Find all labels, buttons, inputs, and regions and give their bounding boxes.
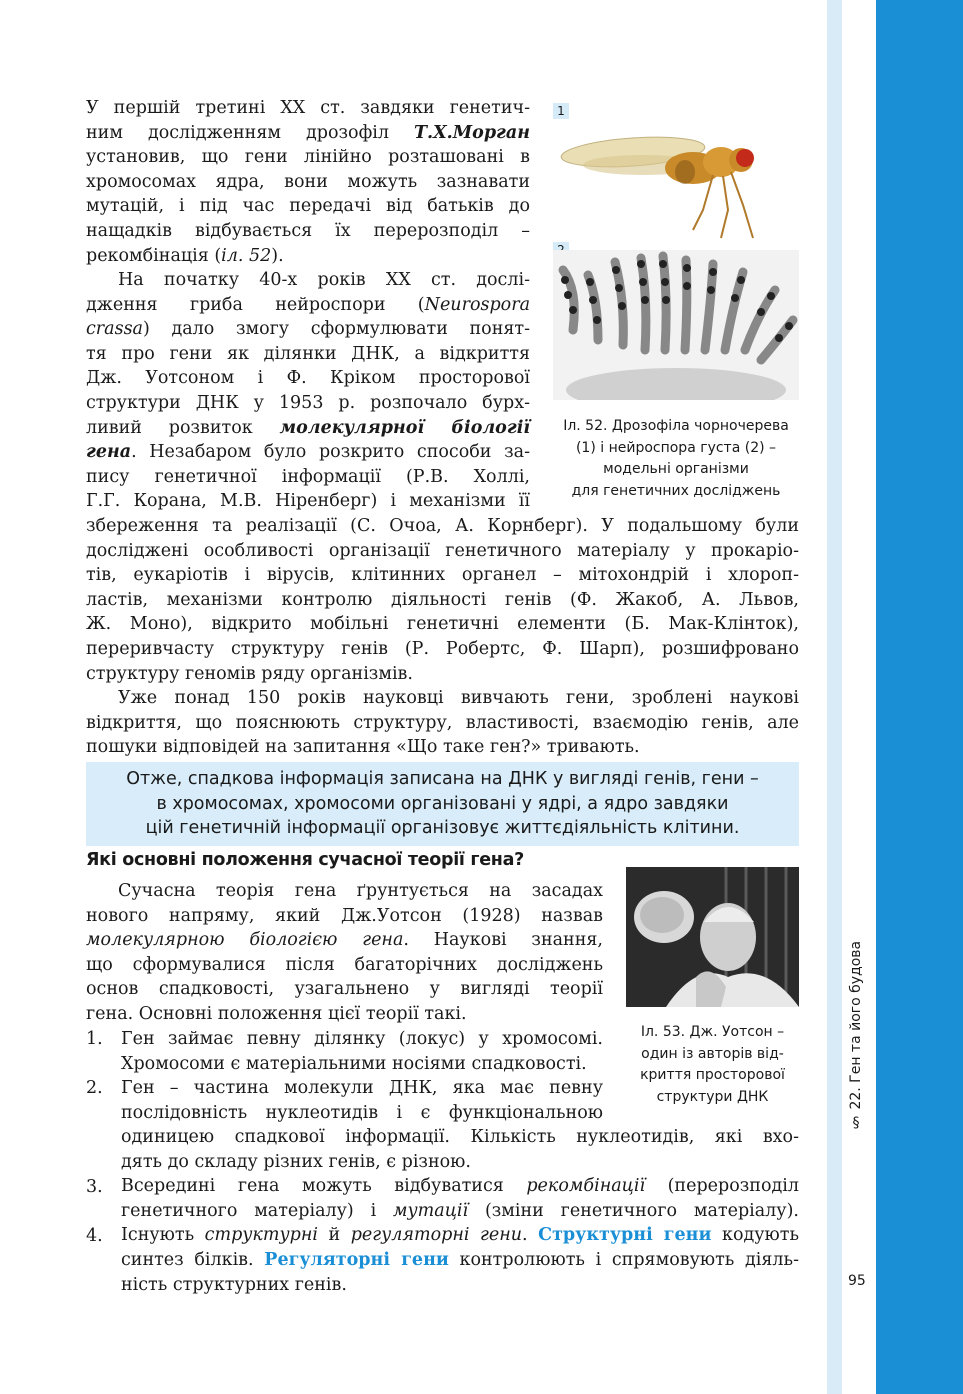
summary-line: цій генетичній інформації організовує життєдіяльність клітини.	[145, 818, 740, 838]
figure-52-caption	[553, 416, 799, 502]
neurospora-image	[553, 250, 799, 400]
text-line: установив, що гени лінійно розташовані в	[86, 147, 530, 168]
text-line: Ж. Моно), відкрито мобільні генетичні елементи (Б. Мак-Клінток),	[86, 614, 799, 635]
text-line: гена. Основні положення цієї теорії такі.	[86, 1003, 467, 1024]
text-line: гена. Незабаром було розкрито способи за-	[86, 442, 530, 463]
list-number: 4.	[86, 1226, 103, 1246]
text-line: що сформувалися після багаторічних досліджень	[86, 954, 603, 975]
text-line: рекомбінація (іл. 52).	[86, 245, 284, 266]
text-line: ливий розвиток молекулярної біології	[86, 417, 530, 438]
caption-line: структури ДНК	[656, 1088, 769, 1105]
text-line: структури ДНК у 1953 р. розпочало бурх-	[86, 392, 530, 413]
caption-line: (1) і нейроспора густа (2) –	[575, 439, 777, 456]
sidebar-stripe	[827, 0, 842, 1394]
text-line: нащадків відбувається їх перерозподіл –	[86, 220, 530, 241]
text-line: відкриття, що пояснюють структуру, властивості, взаємодію генів, але	[86, 712, 799, 733]
list-item: Існують структурні й регуляторні гени. Структурні гени кодують	[121, 1225, 799, 1246]
watson-photo	[626, 867, 799, 1007]
sidebar-white-column	[842, 0, 876, 1394]
caption-line: для генетичних досліджень	[571, 482, 781, 499]
section-heading: Які основні положення сучасної теорії гена?	[86, 850, 524, 870]
summary-box	[86, 762, 799, 846]
text-line: Сучасна теорія гена ґрунтується на засадах	[118, 881, 603, 901]
summary-line: Отже, спадкова інформація записана на ДНК у вигляді генів, гени –	[126, 769, 759, 789]
text-line: пошуки відповідей на запитання «Що таке ген?» тривають.	[86, 737, 640, 758]
text-line: тя про гени як ділянки ДНК, а відкриття	[86, 343, 530, 364]
paragraph-1	[86, 96, 530, 268]
figure-53-caption	[626, 1022, 799, 1108]
list-item: генетичного матеріалу) і мутації (зміни генетичного матеріалу).	[121, 1200, 799, 1221]
paragraph-4	[86, 879, 603, 1027]
caption-line: модельні організми	[603, 461, 749, 477]
text-line: ним дослідженням дрозофіл Т.Х.Морган	[86, 122, 530, 143]
text-line: хромосомах ядра, вони можуть зазнавати	[86, 171, 530, 192]
list-number: 1.	[86, 1029, 103, 1049]
text-line: переривчасту структуру генів (Р. Робертс, Ф. Шарп), розшифровано	[86, 638, 799, 659]
list-item: синтез білків. Регуляторні гени контролюють і спрямовують діяль-	[121, 1249, 799, 1270]
text-line: молекулярною біологією гена. Наукові знання,	[86, 930, 603, 951]
text-line: основ спадковості, узагальнено у вигляді теорії	[86, 979, 603, 1000]
list-item: ність структурних генів.	[121, 1274, 347, 1295]
paragraph-2	[86, 268, 530, 514]
list-item: Ген – частина молекули ДНК, яка має певну	[121, 1078, 603, 1099]
text-line: пису генетичної інформації (Р.В. Холлі,	[86, 466, 530, 487]
list-item: Хромосоми є матеріальними носіями спадковості.	[121, 1053, 587, 1074]
paragraph-3	[86, 686, 799, 760]
text-line: дження гриба нейроспори (Neurospora	[86, 294, 530, 315]
text-line: досліджені особливості організації генетичного матеріалу у прокаріо-	[86, 540, 799, 561]
text-line: Уже понад 150 років науковці вивчають гени, зроблені наукові	[118, 688, 799, 708]
list-item: Ген займає певну ділянку (локус) у хромосомі.	[121, 1029, 603, 1049]
caption-line: Іл. 53. Дж. Уотсон –	[640, 1024, 785, 1040]
text-line: мутацій, і під час передачі від батьків до	[86, 196, 530, 217]
text-line: тів, еукаріотів і вірусів, клітинних органел – мітохондрій і хлороп-	[86, 565, 799, 586]
page-number: 95	[848, 1273, 866, 1289]
list-item: Всередині гена можуть відбуватися рекомбінації (перерозподіл	[121, 1176, 799, 1197]
text-line: crassa) дало змогу сформулювати понят-	[86, 319, 530, 340]
text-line: структуру геномів ряду організмів.	[86, 663, 413, 684]
list-item: одиницею спадкової інформації. Кількість нуклеотидів, які вхо-	[121, 1127, 799, 1147]
list-item: дять до складу різних генів, є різною.	[121, 1151, 471, 1172]
list-number: 2.	[86, 1078, 103, 1098]
list-item: послідовність нуклеотидів і є функціональною	[121, 1102, 603, 1123]
caption-line: криття просторової	[640, 1067, 785, 1083]
caption-line: Іл. 52. Дрозофіла чорночерева	[563, 418, 789, 434]
text-line: Г.Г. Корана, М.В. Ніренберг) і механізми її	[86, 491, 530, 512]
drosophila-image	[553, 120, 799, 245]
text-line: ластів, механізми контролю діяльності генів (Ф. Жакоб, А. Львов,	[86, 589, 799, 610]
caption-line: один із авторів від-	[641, 1045, 784, 1062]
text-line: нового напряму, який Дж.Уотсон (1928) назвав	[86, 905, 603, 926]
list-number: 3.	[86, 1177, 103, 1197]
text-line: Дж. Уотсоном і Ф. Кріком просторової	[86, 368, 530, 389]
paragraph-2-continued	[86, 514, 799, 686]
summary-line: в хромосомах, хромосоми організовані у ядрі, а ядро завдяки	[156, 793, 729, 814]
figure-label-1: 1	[553, 103, 569, 119]
text-line: У першій третині XX ст. завдяки генетич-	[86, 98, 530, 118]
text-line: збереження та реалізації (С. Очоа, А. Корнберг). У подальшому були	[86, 516, 799, 536]
text-line: На початку 40-х років XX ст. дослі-	[118, 270, 530, 290]
section-title: § 22. Ген та його будова	[848, 940, 864, 1130]
